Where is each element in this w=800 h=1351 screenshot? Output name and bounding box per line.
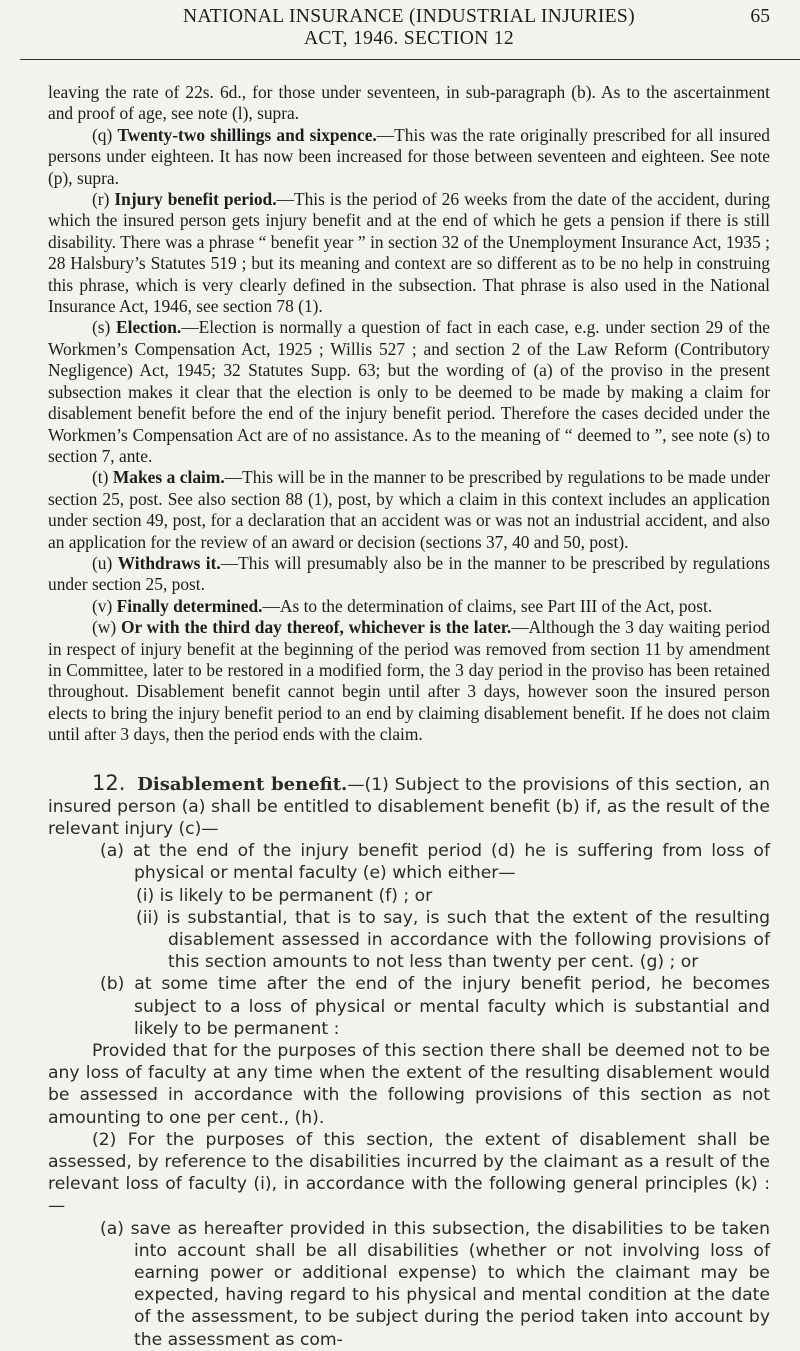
note-s: (s) Election.—Election is normally a question of fact in each case, e.g. under section 29 of the Workmen’s Compensation Act, 1925 ; Willis 527 ; and section 2 of the Law Reform (Contributory Negligence) Act, 1945; 32 Statutes Supp. 63; but the wording of (a) of the proviso in the present subsection makes it clear that the election is only to be deemed to be made by making a claim for disablement benefit before the end of the injury benefit period. Therefore the cases decided under the Workmen’s Compensation Act are of no assistance. As to the meaning of “ deemed to ”, see note (s) to section 7, ante. — [48, 317, 770, 466]
note-v: (v) Finally determined.—As to the determination of claims, see Part III of the Act, post. — [92, 595, 713, 616]
clause-1a-ii: (ii) is substantial, that is to say, is such that the extent of the resulting disablement assessed in accordance with the following provisions of this section amounts to not less than twenty per cent. (g) ; or — [136, 907, 770, 973]
running-head-title — [48, 6, 770, 50]
clause-1a: (a) at the end of the injury benefit period (d) he is suffering from loss of physical or mental faculty (e) which either— — [100, 841, 770, 884]
section-number: 12. — [92, 770, 126, 795]
note-t: (t) Makes a claim.—This will be in the manner to be prescribed by regulations to be made under section 25, post. See also section 88 (1), post, by which a claim in this context includes an application under section 49, post, for a declaration that an accident was or was not an industrial accident, and also an application for the review of an award or decision (sections 37, 40 and 50, post). — [48, 467, 770, 552]
running-head-line2: ACT, 1946. SECTION 12 — [303, 28, 515, 49]
proviso: Provided that for the purposes of this section there shall be deemed not to be any loss of faculty at any time when the extent of the resulting disablement would be assessed in accordance with the following provisions of this section as not amounting to one per cent., (h). — [48, 1041, 770, 1128]
section-12 — [48, 772, 770, 1351]
note-u-heading: Withdraws it. — [117, 552, 221, 573]
note-r: (r) Injury benefit period.—This is the period of 26 weeks from the date of the accident, during which the insured person gets injury benefit and at the end of which he gets a pension if there is still disability. There was a phrase “ benefit year ” in section 32 of the Unemployment Insurance Act, 1935 ; 28 Halsbury’s Statutes 519 ; but its meaning and context are so different as to be no help in construing this phrase, which is very clearly defined in the subsection. That phrase is also used in the National Insurance Act, 1946, see section 78 (1). — [48, 189, 770, 317]
note-w: (w) Or with the third day thereof, whichever is the later.—Although the 3 day waiting period in respect of injury benefit at the beginning of the period was removed from section 11 by amendment in Committee, later to be restored in a modified form, the 3 day period in the proviso has been retained throughout. Disablement benefit cannot begin until after 3 days, however soon the insured person elects to bring the injury benefit period to an end by claiming disablement benefit. If he does not claim until after 3 days, then the period ends with the claim. — [48, 617, 770, 745]
section-12-subsection-2: (2) For the purposes of this section, the extent of disablement shall be assessed, by reference to the disabilities incurred by the claimant as a result of the relevant loss of faculty (i), in accordance with the following general principles (k) :— — [48, 1129, 770, 1217]
note-continuation: leaving the rate of 22s. 6d., for those under seventeen, in sub-paragraph (b). As to the ascertainment and proof of age, see note (l), supra. — [48, 82, 770, 124]
note-s-heading: Election. — [116, 317, 182, 338]
section-title: Disablement benefit. — [137, 773, 348, 795]
running-head-line1: NATIONAL INSURANCE (INDUSTRIAL INJURIES) — [183, 6, 635, 27]
note-w-heading: Or with the third day thereof, whichever is the later. — [120, 617, 512, 638]
note-t-heading: Makes a claim. — [112, 467, 225, 488]
header-rule — [20, 59, 800, 60]
note-q: (q) Twenty-two shillings and sixpence.—This was the rate originally prescribed for all insured persons under eighteen. It has now been increased for those between seventeen and eighteen. See note (p), supra. — [48, 124, 770, 188]
running-header — [48, 0, 770, 58]
note-r-heading: Injury benefit period. — [114, 189, 277, 210]
clause-1b: (b) at some time after the end of the injury benefit period, he becomes subject to a loss of physical or mental faculty which is substantial and likely to be permanent : — [100, 974, 770, 1039]
page-body — [48, 82, 770, 1351]
clause-1a-i: (i) is likely to be permanent (f) ; or — [136, 885, 433, 906]
note-v-heading: Finally determined. — [116, 595, 263, 616]
note-u: (u) Withdraws it.—This will presumably also be in the manner to be prescribed by regulations under section 25, post. — [48, 552, 771, 595]
clause-2a: (a) save as hereafter provided in this subsection, the disabilities to be taken into account shall be all disabilities (whether or not involving loss of earning power or additional expense) to which the claimant may be expected, having regard to his physical and mental condition at the date of the assessment, to be subject during the period taken into account by the assessment as com- — [100, 1218, 770, 1350]
section-12-subsection-1: 12. Disablement benefit.—(1) Subject to the provisions of this section, an insured person (a) shall be entitled to disablement benefit (b) if, as the result of the relevant injury (c)— — [48, 770, 770, 839]
page-number: 65 — [750, 6, 770, 27]
annotation-notes — [48, 82, 770, 746]
note-q-heading: Twenty-two shillings and sixpence. — [117, 124, 377, 145]
